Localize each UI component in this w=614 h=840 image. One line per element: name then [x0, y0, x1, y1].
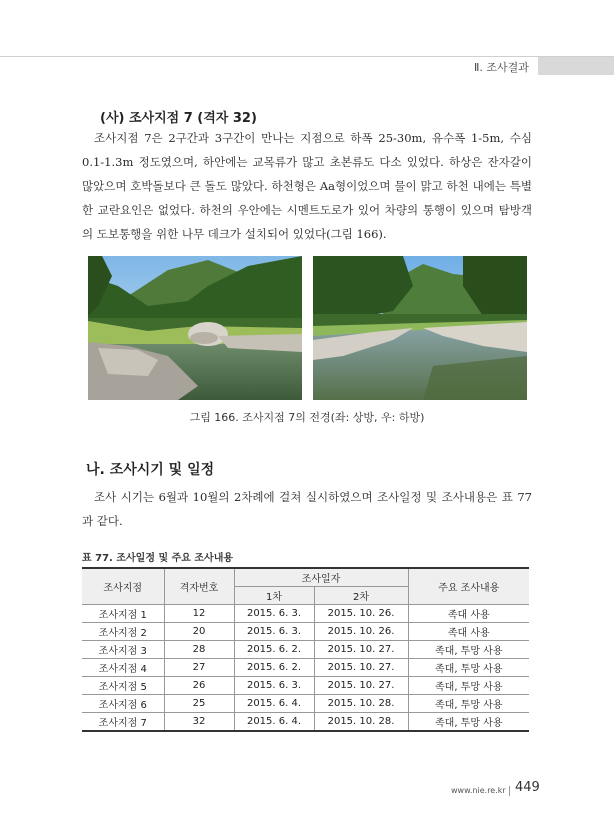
table-row [82, 713, 529, 732]
subsection-title: (사) 조사지점 7 (격자 32) [100, 111, 257, 126]
cell-first: 2015. 6. 3. [234, 623, 314, 641]
table-row [82, 641, 529, 659]
survey-schedule-table [82, 567, 529, 732]
cell-content: 족대, 투망 사용 [408, 713, 529, 732]
cell-site: 조사지점 6 [82, 695, 164, 713]
header-first: 1차 [234, 587, 314, 605]
cell-content: 족대, 투망 사용 [408, 659, 529, 677]
cell-grid: 25 [164, 695, 234, 713]
cell-second: 2015. 10. 27. [314, 677, 408, 695]
cell-grid: 26 [164, 677, 234, 695]
table-row [82, 623, 529, 641]
cell-site: 조사지점 5 [82, 677, 164, 695]
header-rule [0, 56, 614, 57]
cell-second: 2015. 10. 26. [314, 623, 408, 641]
cell-site: 조사지점 2 [82, 623, 164, 641]
cell-second: 2015. 10. 28. [314, 695, 408, 713]
cell-content: 족대 사용 [408, 605, 529, 623]
footer-url: www.nie.re.kr [451, 786, 506, 795]
photo-upstream [88, 256, 302, 400]
cell-grid: 32 [164, 713, 234, 732]
paragraph-site-description: 조사지점 7은 2구간과 3구간이 만나는 지점으로 하폭 25-30m, 유수폭 1-5m, 수심 0.1-1.3m 정도였으며, 하안에는 교목류가 많고 초본류도 다소 있었다. 하상은 잔자갈이 많았으며 호박돌보다 큰 돌도 많았다. 하천형은 Aa형이었으며 물이 맑고 하천 내에는 특별한 교란요인은 없었다. 하천의 우안에는 시멘트도로가 있어 차량의 통행이 있으며 탐방객의 도보통행을 위한 나무 데크가 설치되어 있었다(그림 166). [82, 131, 532, 241]
table-caption: 표 77. 조사일정 및 주요 조사내용 [82, 553, 234, 564]
cell-second: 2015. 10. 27. [314, 641, 408, 659]
cell-content: 족대, 투망 사용 [408, 695, 529, 713]
cell-grid: 28 [164, 641, 234, 659]
cell-content: 족대, 투망 사용 [408, 641, 529, 659]
cell-site: 조사지점 4 [82, 659, 164, 677]
table-row [82, 677, 529, 695]
cell-second: 2015. 10. 26. [314, 605, 408, 623]
cell-second: 2015. 10. 27. [314, 659, 408, 677]
paragraph-schedule: 조사 시기는 6월과 10월의 2차례에 걸쳐 실시하였으며 조사일정 및 조사내용은 표 77과 같다. [82, 490, 532, 528]
figure-caption: 그림 166. 조사지점 7의 전경(좌: 상방, 우: 하방) [189, 411, 425, 424]
header-site: 조사지점 [82, 568, 164, 605]
cell-site: 조사지점 3 [82, 641, 164, 659]
table-row [82, 695, 529, 713]
section-title: 나. 조사시기 및 일정 [86, 462, 215, 478]
cell-grid: 20 [164, 623, 234, 641]
cell-first: 2015. 6. 4. [234, 713, 314, 732]
chapter-tab [538, 57, 614, 75]
cell-grid: 12 [164, 605, 234, 623]
header-date: 조사일자 [234, 568, 408, 587]
footer-separator [509, 786, 510, 796]
page-number: 449 [515, 780, 540, 795]
chapter-label: Ⅱ. 조사결과 [474, 61, 529, 74]
cell-first: 2015. 6. 2. [234, 659, 314, 677]
cell-first: 2015. 6. 3. [234, 677, 314, 695]
cell-site: 조사지점 1 [82, 605, 164, 623]
photo-downstream [313, 256, 527, 400]
cell-content: 족대 사용 [408, 623, 529, 641]
table-row [82, 605, 529, 623]
table-row [82, 659, 529, 677]
cell-site: 조사지점 7 [82, 713, 164, 732]
cell-first: 2015. 6. 3. [234, 605, 314, 623]
cell-grid: 27 [164, 659, 234, 677]
cell-first: 2015. 6. 4. [234, 695, 314, 713]
cell-first: 2015. 6. 2. [234, 641, 314, 659]
header-content: 주요 조사내용 [408, 568, 529, 605]
header-grid: 격자번호 [164, 568, 234, 605]
cell-content: 족대, 투망 사용 [408, 677, 529, 695]
header-second: 2차 [314, 587, 408, 605]
cell-second: 2015. 10. 28. [314, 713, 408, 732]
